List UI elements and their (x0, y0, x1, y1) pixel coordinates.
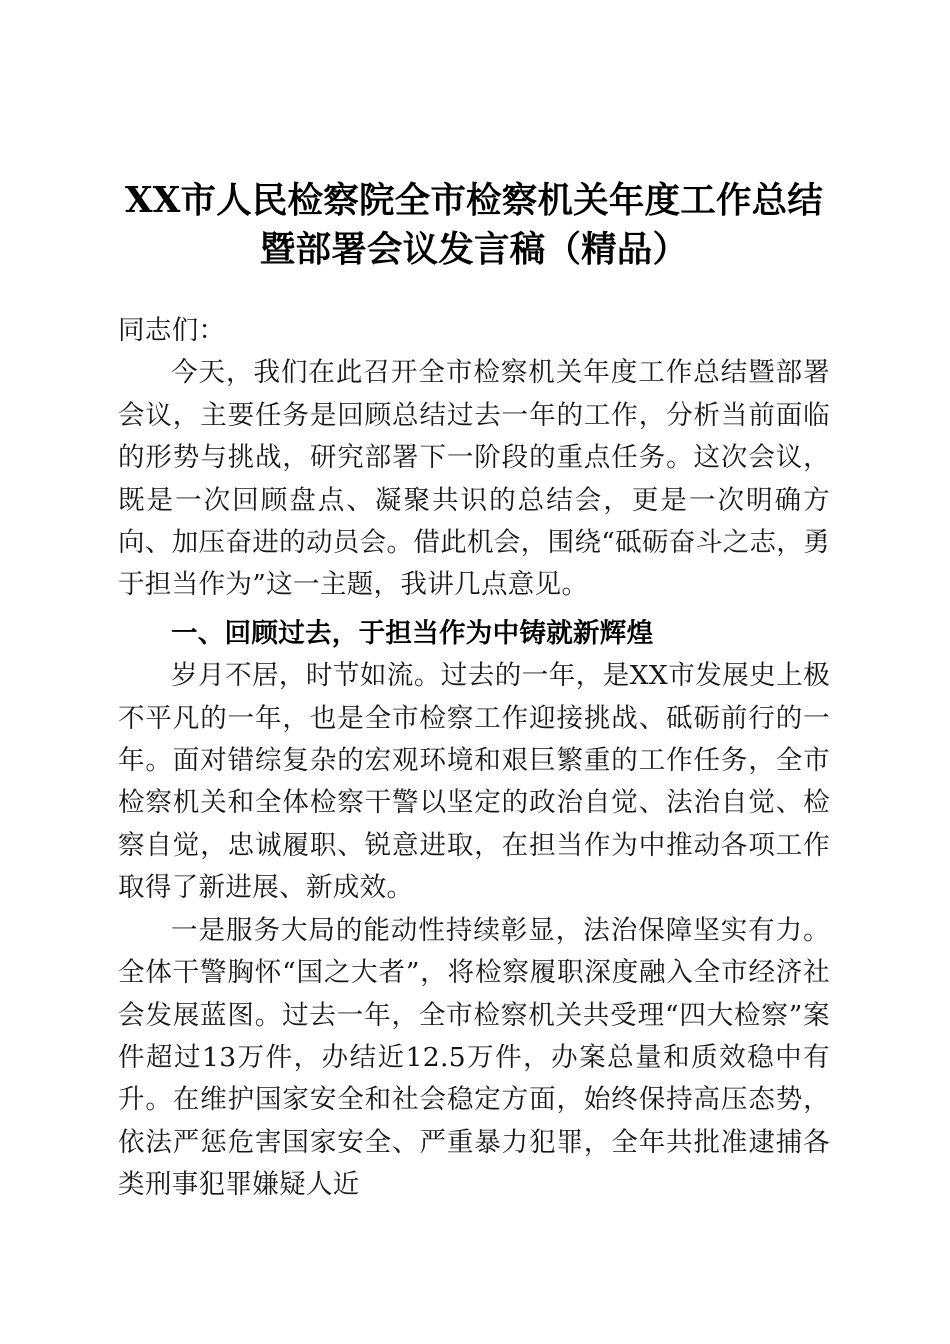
document-content (118, 0, 830, 1207)
section-1-paragraph-1: 岁月不居，时节如流。过去的一年，是XX市发展史上极不平凡的一年，也是全市检察工作迎接挑战、砥砺前行的一年。面对错综复杂的宏观环境和艰巨繁重的工作任务，全市检察机关和全体检察干警以坚定的政治自觉、法治自觉、检察自觉，忠诚履职、锐意进取，在担当作为中推动各项工作取得了新进展、新成效。 (118, 660, 830, 904)
salutation: 同志们： (118, 315, 226, 346)
paragraph-opening: 今天，我们在此召开全市检察机关年度工作总结暨部署会议，主要任务是回顾总结过去一年的工作，分析当前面临的形势与挑战，研究部署下一阶段的重点任务。这次会议，既是一次回顾盘点、凝聚共识的总结会，更是一次明确方向、加压奋进的动员会。借此机会，围绕“砥砺奋斗之志，勇于担当作为”这一主题，我讲几点意见。 (118, 357, 830, 601)
page-title: XX市人民检察院全市检察机关年度工作总结暨部署会议发言稿（精品） (124, 180, 824, 270)
section-heading-1: 一、回顾过去，于担当作为中铸就新辉煌 (171, 617, 654, 649)
section-1-paragraph-2: 一是服务大局的能动性持续彰显，法治保障坚实有力。全体干警胸怀“国之大者”，将检察履职深度融入全市经济社会发展蓝图。过去一年，全市检察机关共受理“四大检察”案件超过13万件，办结近12.5万件，办案总量和质效稳中有升。在维护国家安全和社会稳定方面，始终保持高压态势，依法严惩危害国家安全、严重暴力犯罪，全年共批准逮捕各类刑事犯罪嫌疑人近 (118, 914, 830, 1201)
